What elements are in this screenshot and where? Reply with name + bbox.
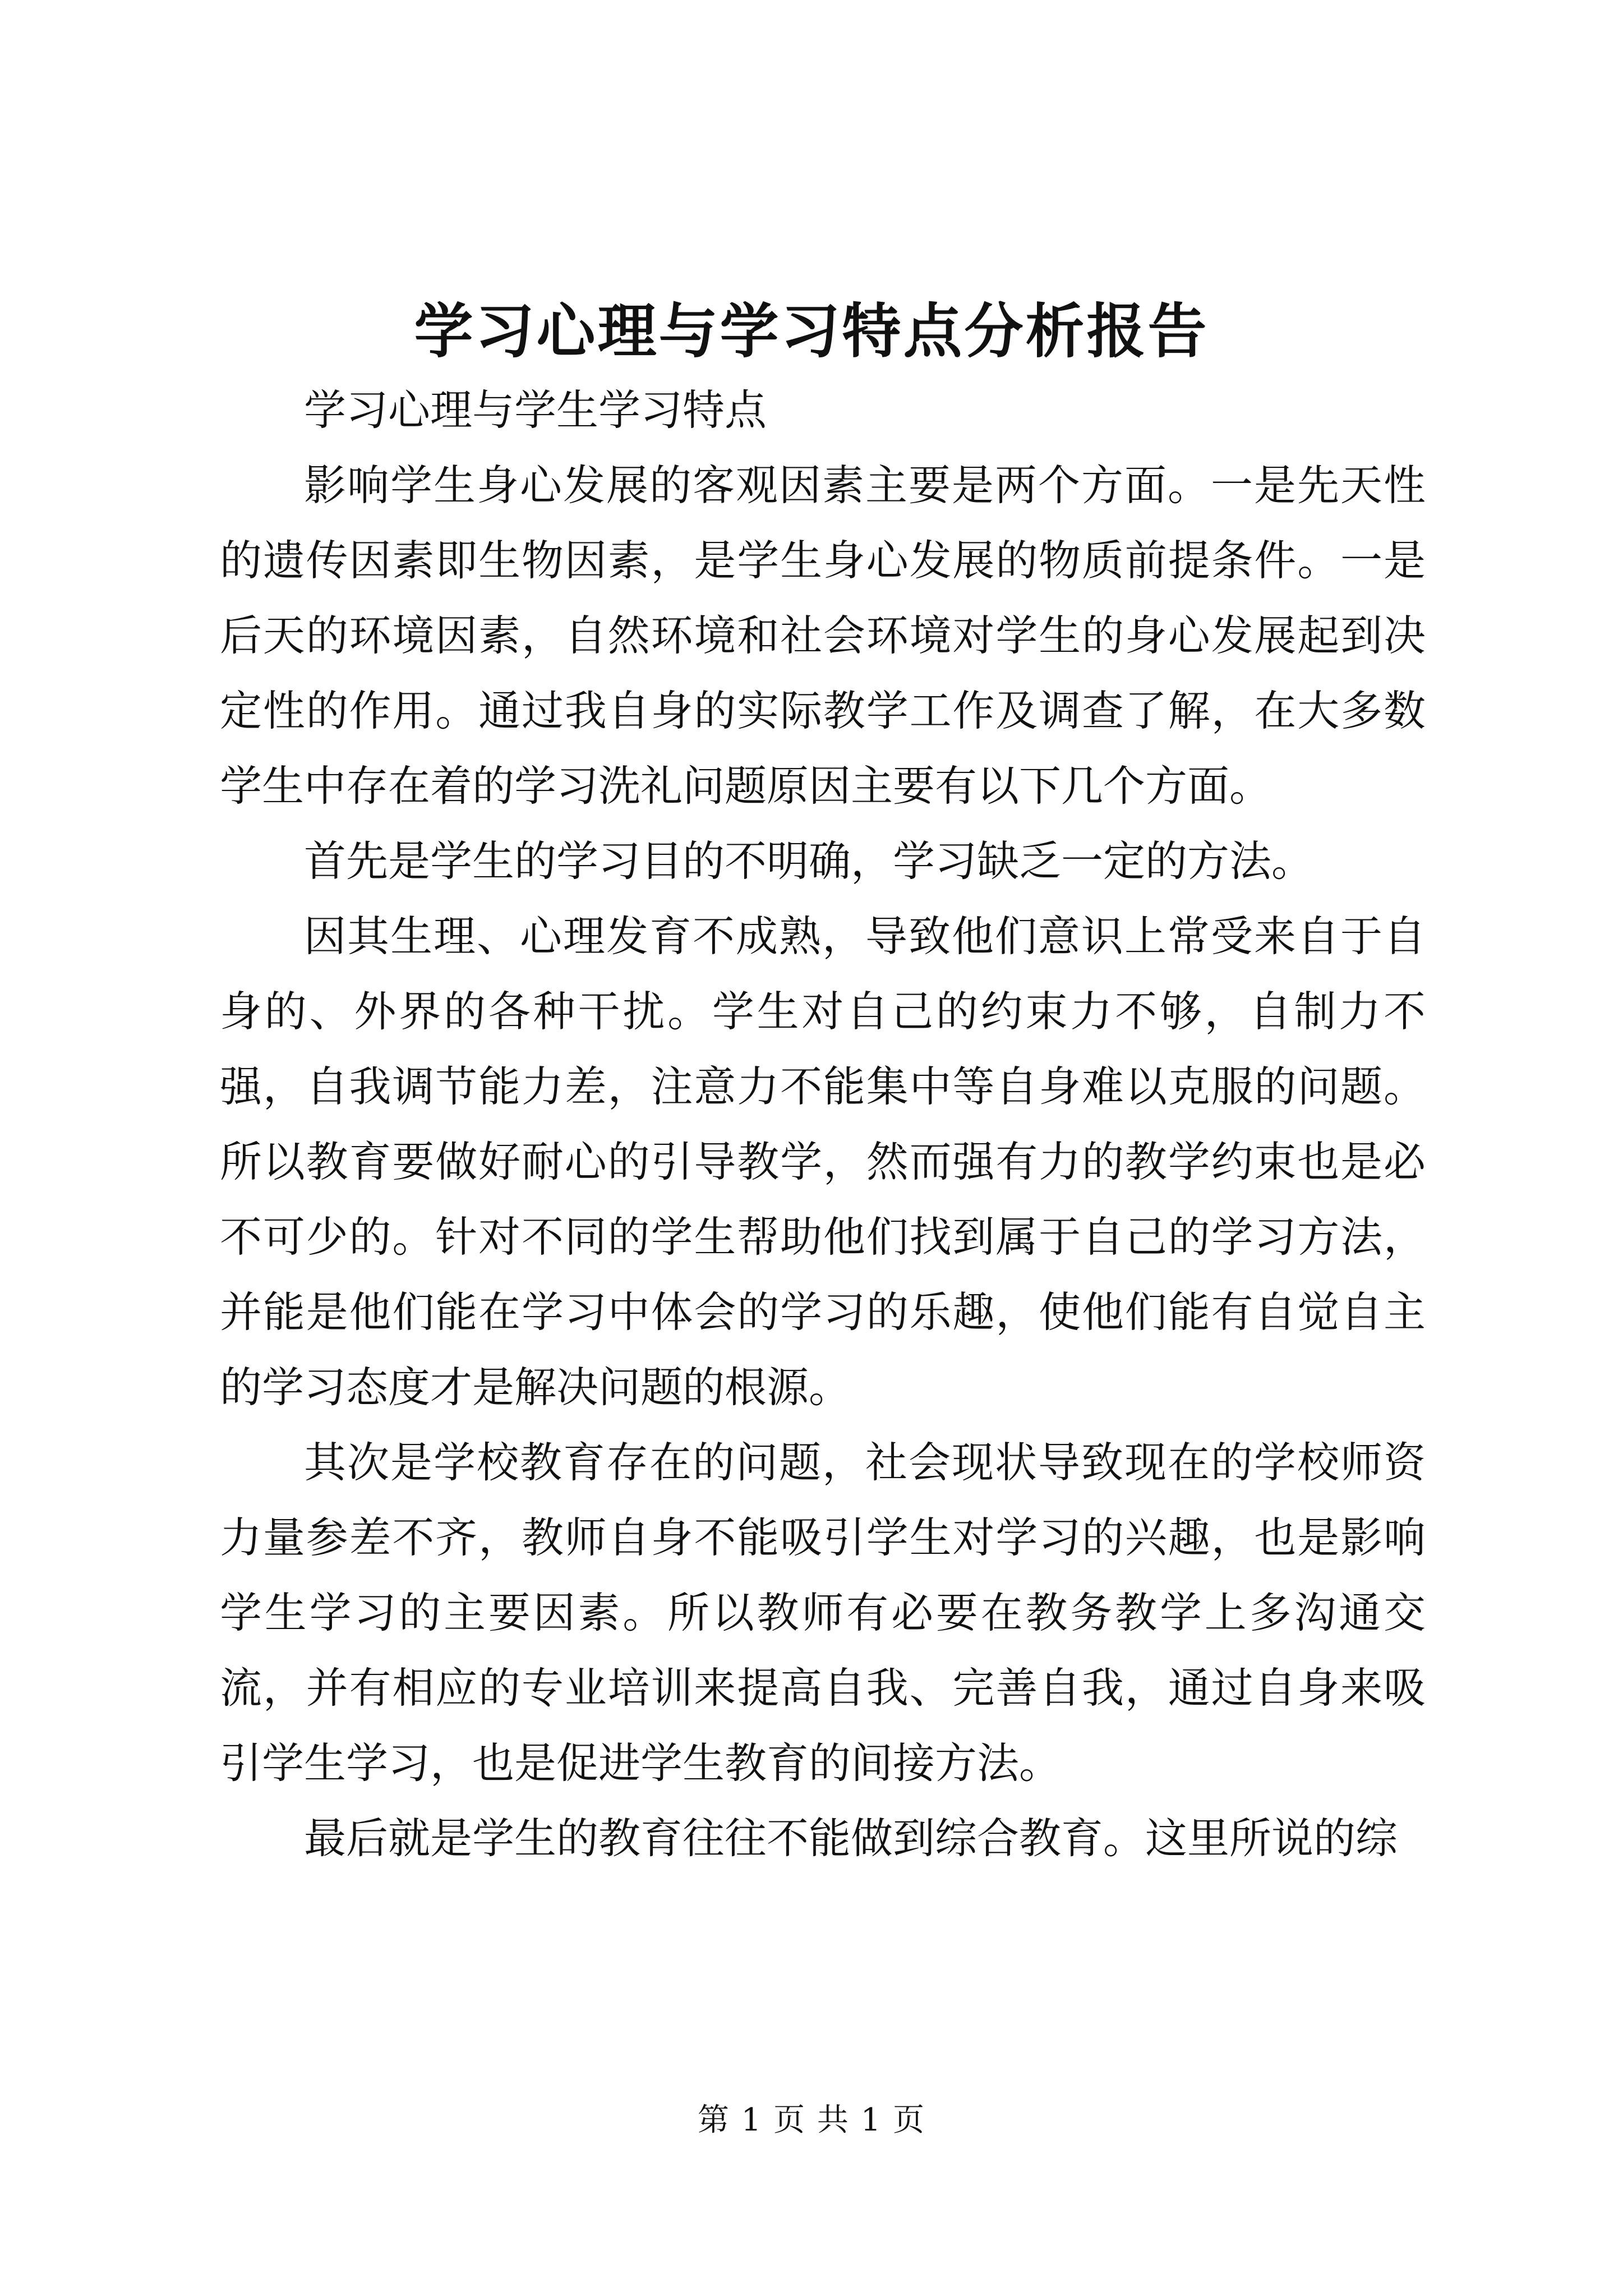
document-body	[220, 372, 1426, 1876]
paragraph: 其次是学校教育存在的问题，社会现状导致现在的学校师资力量参差不齐，教师自身不能吸引学生对学习的兴趣，也是影响学生学习的主要因素。所以教师有必要在教务教学上多沟通交流，并有相应的专业培训来提高自我、完善自我，通过自身来吸引学生学习，也是促进学生教育的间接方法。	[220, 1438, 1426, 1788]
paragraph: 影响学生身心发展的客观因素主要是两个方面。一是先天性的遗传因素即生物因素，是学生身心发展的物质前提条件。一是后天的环境因素，自然环境和社会环境对学生的身心发展起到决定性的作用。通过我自身的实际教学工作及调查了解，在大多数学生中存在着的学习洗礼问题原因主要有以下几个方面。	[220, 461, 1426, 811]
page-number-footer: 第 1 页 共 1 页	[697, 2102, 926, 2138]
paragraph: 最后就是学生的教育往往不能做到综合教育。这里所说的综	[304, 1814, 1398, 1863]
paragraph: 因其生理、心理发育不成熟，导致他们意识上常受来自于自身的、外界的各种干扰。学生对自己的约束力不够，自制力不强，自我调节能力差，注意力不能集中等自身难以克服的问题。所以教育要做好耐心的引导教学，然而强有力的教学约束也是必不可少的。针对不同的学生帮助他们找到属于自己的学习方法，并能是他们能在学习中体会的学习的乐趣，使他们能有自觉自主的学习态度才是解决问题的根源。	[220, 912, 1426, 1412]
document-title: 学习心理与学习特点分析报告	[414, 296, 1209, 366]
paragraph-subtitle: 学习心理与学生学习特点	[304, 385, 767, 435]
paragraph: 首先是学生的学习目的不明确，学习缺乏一定的方法。	[304, 836, 1314, 886]
